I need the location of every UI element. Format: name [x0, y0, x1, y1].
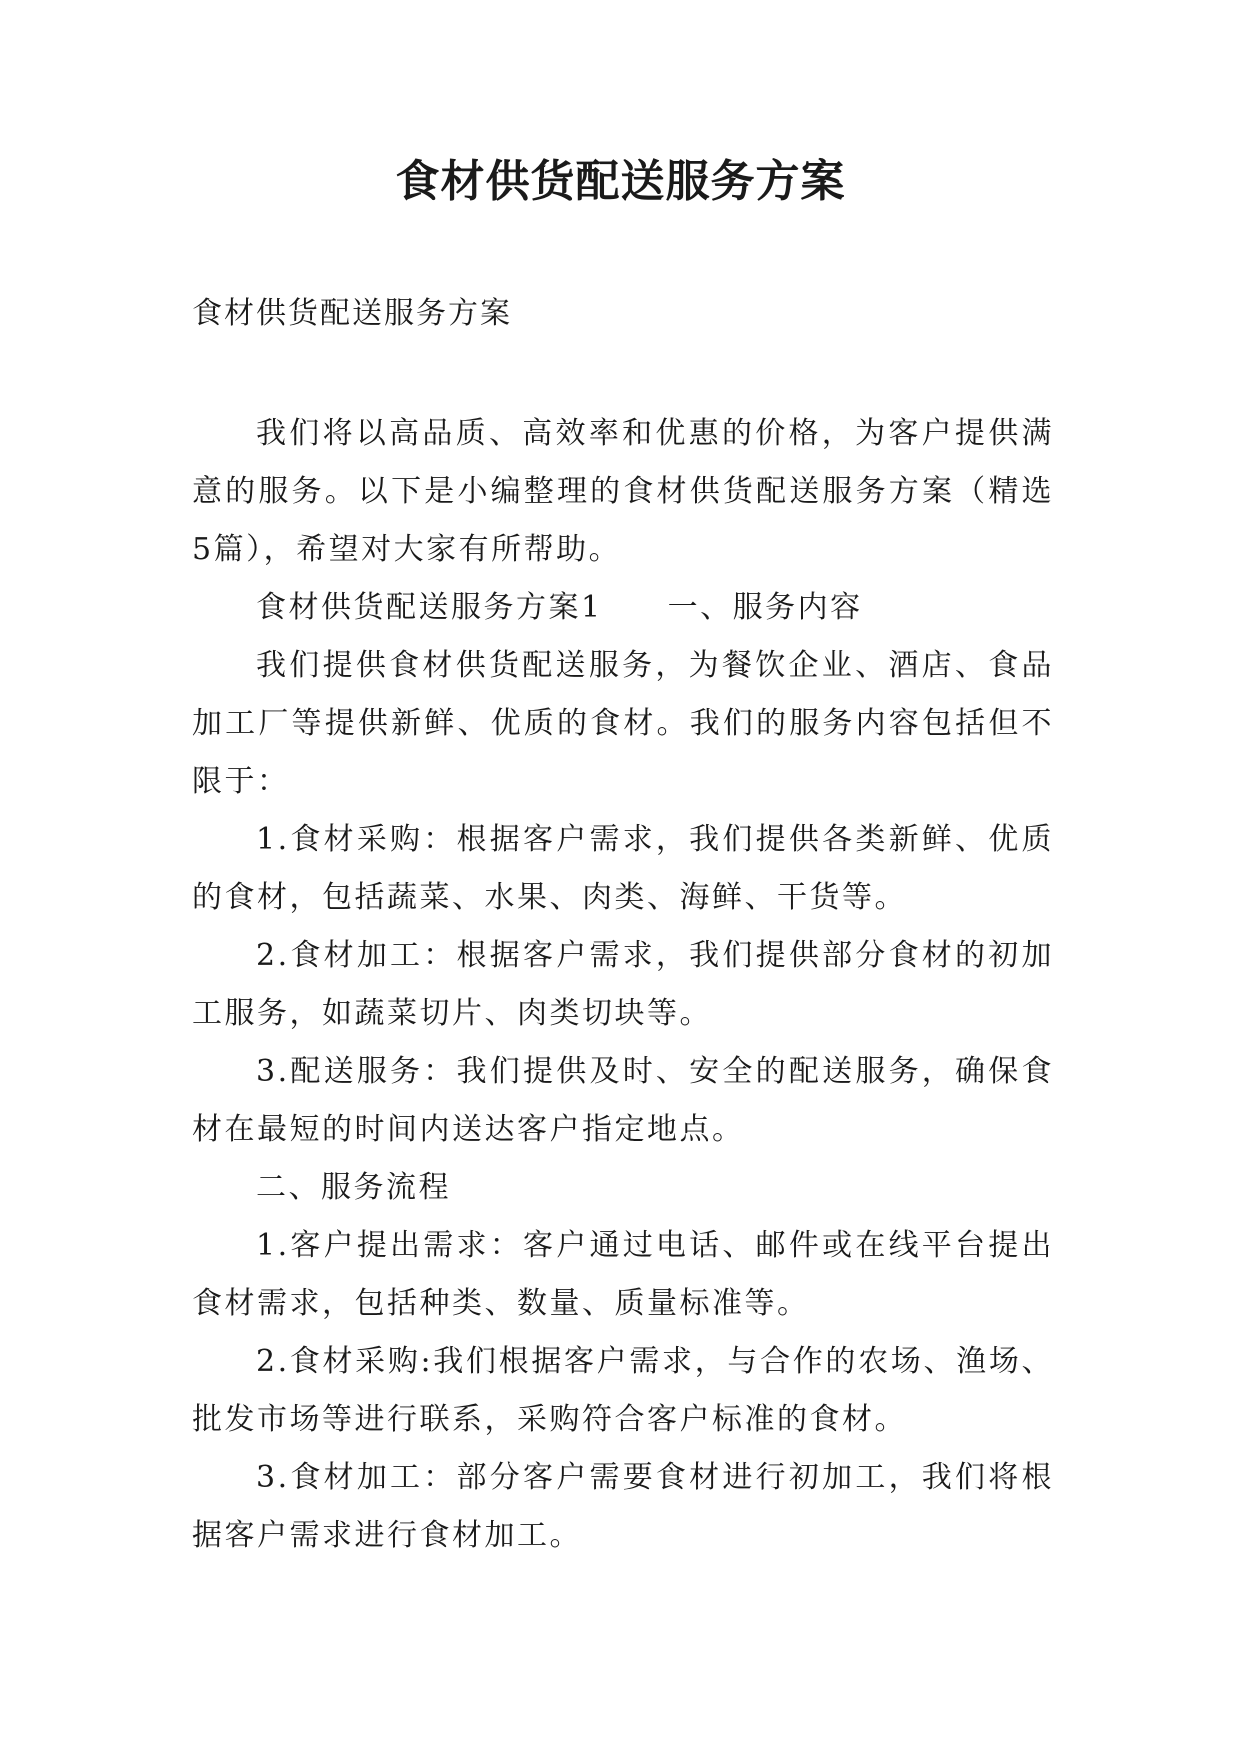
document-subtitle: 食材供货配送服务方案 — [192, 296, 512, 331]
paragraph-item-processing: 2.食材加工：根据客户需求，我们提供部分食材的初加工服务，如蔬菜切片、肉类切块等。 — [192, 938, 1054, 1031]
paragraph-section-heading: 食材供货配送服务方案1 一、服务内容 — [256, 590, 863, 625]
paragraph-item-delivery: 3.配送服务：我们提供及时、安全的配送服务，确保食材在最短的时间内送达客户指定地点。 — [192, 1054, 1054, 1147]
paragraph-service-content: 我们提供食材供货配送服务，为餐饮企业、酒店、食品加工厂等提供新鲜、优质的食材。我们的服务内容包括但不限于： — [192, 648, 1054, 799]
paragraph-intro: 我们将以高品质、高效率和优惠的价格，为客户提供满意的服务。以下是小编整理的食材供货配送服务方案（精选5篇），希望对大家有所帮助。 — [192, 416, 1054, 567]
document-body — [192, 405, 1054, 1565]
paragraph-step-processing: 3.食材加工：部分客户需要食材进行初加工，我们将根据客户需求进行食材加工。 — [192, 1460, 1054, 1553]
paragraph-process-heading: 二、服务流程 — [256, 1170, 451, 1205]
paragraph-step-request: 1.客户提出需求：客户通过电话、邮件或在线平台提出食材需求，包括种类、数量、质量标准等。 — [192, 1228, 1054, 1321]
paragraph-step-procurement: 2.食材采购:我们根据客户需求，与合作的农场、渔场、批发市场等进行联系，采购符合客户标准的食材。 — [192, 1344, 1054, 1437]
document-title: 食材供货配送服务方案 — [395, 156, 846, 207]
paragraph-item-procurement: 1.食材采购：根据客户需求，我们提供各类新鲜、优质的食材，包括蔬菜、水果、肉类、海鲜、干货等。 — [192, 822, 1054, 915]
